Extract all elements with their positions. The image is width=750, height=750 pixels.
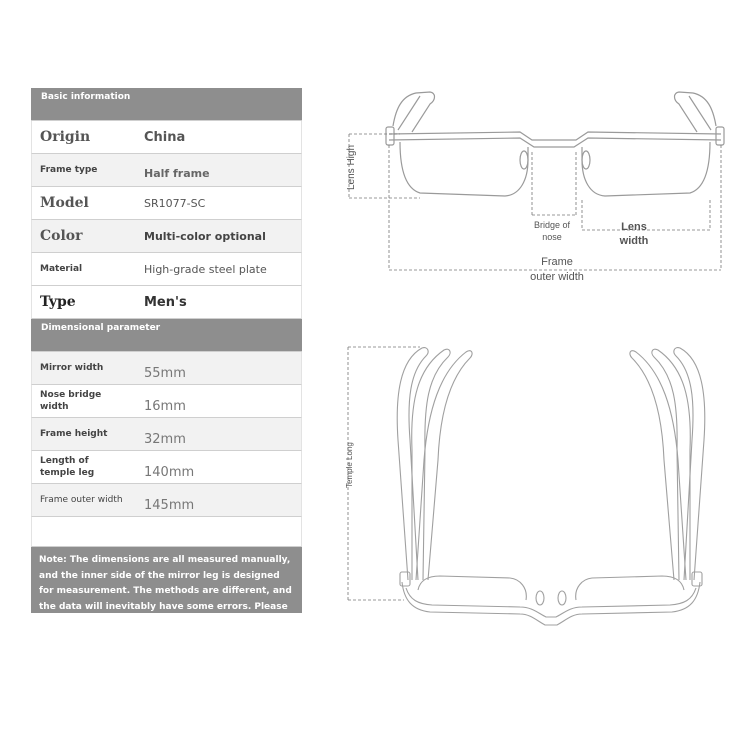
nose-bridge-width-value: 16mm [144,398,186,414]
color-value: Multi-color optional [144,229,266,243]
top-view-glasses [397,348,705,625]
type-label: Type [40,294,76,310]
frame-outer-width-label: Frame outer width [40,495,123,505]
dimensional-parameter-header: Dimensional parameter [31,319,302,352]
lens-width-label-line1: Lens [621,221,647,233]
origin-value: China [144,129,186,145]
frame-height-value: 32mm [144,431,186,447]
model-value: SR1077-SC [144,196,206,210]
origin-label: Origin [40,129,91,145]
frame-outer-width-value: 145mm [144,497,195,513]
front-view-glasses [386,92,724,196]
temple-leg-label: Length of temple leg [40,456,95,478]
material-value: High-grade steel plate [144,262,267,276]
measurement-note: Note: The dimensions are all measured manually, and the inner side of the mirror leg is designed for measurement. The methods are different, and the data will inevitably have some errors. Please refer to the manual [31,547,302,613]
frame-height-label: Frame height [40,429,108,439]
bridge-label-line1: Bridge of [533,220,571,230]
lens-high-label: Lens High [346,144,357,190]
mirror-width-value: 55mm [144,365,186,381]
bridge-label-line2: nose [542,232,562,242]
temple-long-label: Temple Long [345,442,354,488]
basic-information-header: Basic information [31,88,302,121]
temple-leg-value: 140mm [144,464,195,480]
nose-bridge-width-label: Nose bridge width [40,390,102,412]
type-value: Men's [144,294,187,310]
frame-outer-width-label-line1: Frame [541,256,573,268]
model-label: Model [40,195,89,211]
frame-type-label: Frame type [40,165,98,175]
frame-outer-width-label-line2: outer width [530,271,584,283]
front-view-dimensions [349,134,721,270]
material-label: Material [40,264,83,274]
lens-width-label-line2: width [619,235,649,247]
top-view-dimensions [348,347,420,600]
color-label: Color [40,228,83,244]
mirror-width-label: Mirror width [40,363,104,373]
frame-type-value: Half frame [144,166,210,180]
